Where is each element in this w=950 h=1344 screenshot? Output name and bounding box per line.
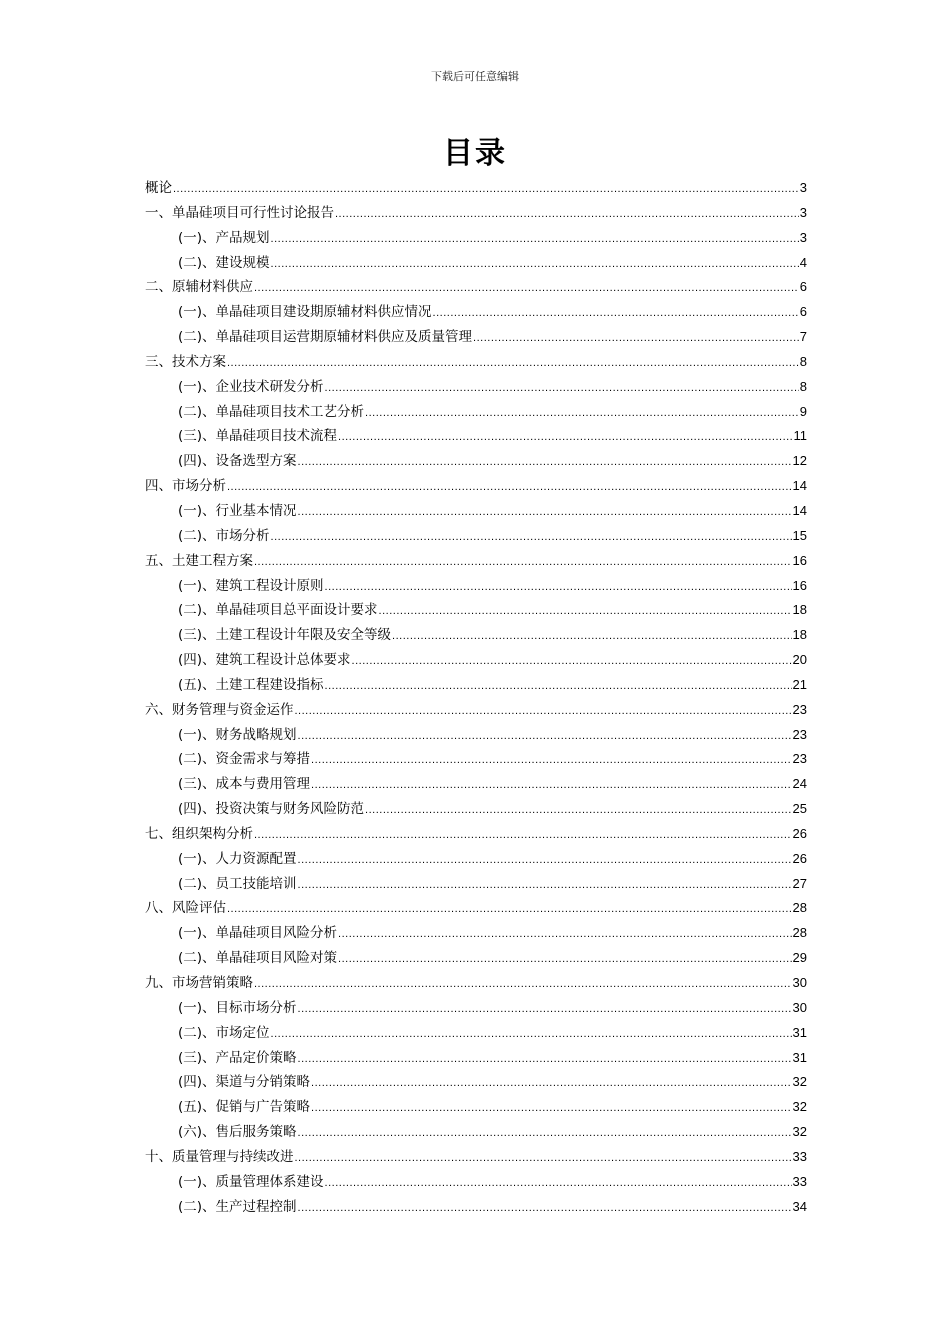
toc-entry-section[interactable] <box>145 1120 807 1145</box>
toc-dot-leader <box>325 1171 792 1196</box>
toc-entry-chapter[interactable] <box>145 896 807 921</box>
toc-entry-page-number: 3 <box>799 180 807 195</box>
toc-entry-page-number: 18 <box>792 627 807 643</box>
toc-entry-page-number: 6 <box>799 304 807 320</box>
toc-entry-label: (五)、土建工程建设指标 <box>178 676 324 693</box>
toc-entry-section[interactable] <box>145 797 807 822</box>
toc-entry-section[interactable] <box>145 251 807 276</box>
toc-dot-leader <box>173 177 799 202</box>
toc-entry-section[interactable] <box>145 524 807 549</box>
toc-entry-chapter[interactable] <box>145 549 807 574</box>
toc-entry-label: (四)、渠道与分销策略 <box>178 1074 311 1091</box>
toc-dot-leader <box>365 798 791 823</box>
toc-entry-section[interactable] <box>145 1095 807 1120</box>
toc-dot-leader <box>298 1196 792 1221</box>
toc-entry-page-number: 7 <box>799 329 807 345</box>
toc-dot-leader <box>271 227 799 252</box>
toc-entry-section[interactable] <box>145 1070 807 1095</box>
toc-entry-label: (一)、质量管理体系建设 <box>178 1173 324 1190</box>
toc-entry-label: (一)、目标市场分析 <box>178 999 297 1016</box>
toc-entry-section[interactable] <box>145 375 807 400</box>
toc-entry-page-number: 18 <box>792 602 807 618</box>
toc-entry-label: (三)、土建工程设计年限及安全等级 <box>178 627 392 644</box>
toc-entry-label: (一)、人力资源配置 <box>178 850 297 867</box>
toc-dot-leader <box>298 450 792 475</box>
toc-dot-leader <box>254 823 792 848</box>
toc-dot-leader <box>338 922 791 947</box>
toc-dot-leader <box>365 401 799 426</box>
toc-entry-label: (二)、建设规模 <box>178 254 270 271</box>
toc-dot-leader <box>271 1022 792 1047</box>
toc-entry-page-number: 32 <box>792 1124 807 1140</box>
toc-dot-leader <box>311 773 791 798</box>
toc-entry-label: (五)、促销与广告策略 <box>178 1099 311 1116</box>
toc-dot-leader <box>433 301 799 326</box>
toc-entry-label: 八、风险评估 <box>145 900 226 917</box>
toc-entry-page-number: 20 <box>792 652 807 668</box>
toc-dot-leader <box>298 873 792 898</box>
header-note: 下载后可任意编辑 <box>431 70 519 83</box>
toc-dot-leader <box>271 252 799 277</box>
toc-dot-leader <box>298 724 792 749</box>
toc-entry-page-number: 3 <box>799 229 807 245</box>
toc-entry-label: (一)、建筑工程设计原则 <box>178 577 324 594</box>
toc-entry-page-number: 25 <box>792 801 807 817</box>
toc-entry-section[interactable] <box>145 946 807 971</box>
toc-entry-page-number: 30 <box>792 975 807 990</box>
toc-dot-leader <box>295 699 792 724</box>
toc-entry-page-number: 14 <box>792 478 807 494</box>
toc-entry-section[interactable] <box>145 1170 807 1195</box>
toc-entry-page-number: 23 <box>792 701 807 717</box>
toc-entry-page-number: 26 <box>792 825 807 841</box>
toc-entry-label: (二)、单晶硅项目技术工艺分析 <box>178 403 365 420</box>
table-of-contents <box>145 176 807 1219</box>
toc-dot-leader <box>254 550 792 575</box>
toc-entry-label: (一)、单晶硅项目风险分析 <box>178 925 338 942</box>
toc-entry-label: 六、财务管理与资金运作 <box>145 701 294 718</box>
toc-entry-chapter[interactable] <box>145 275 807 300</box>
toc-entry-page-number: 9 <box>799 403 807 419</box>
toc-dot-leader <box>271 525 792 550</box>
toc-entry-page-number: 15 <box>792 527 807 543</box>
toc-entry-page-number: 32 <box>792 1099 807 1115</box>
toc-entry-chapter[interactable] <box>145 474 807 499</box>
toc-dot-leader <box>392 624 791 649</box>
toc-entry-section[interactable] <box>145 598 807 623</box>
toc-entry-label: (二)、生产过程控制 <box>178 1198 297 1215</box>
toc-entry-section[interactable] <box>145 1046 807 1071</box>
toc-entry-page-number: 3 <box>799 204 807 220</box>
toc-entry-section[interactable] <box>145 325 807 350</box>
toc-entry-label: (二)、单晶硅项目运营期原辅材料供应及质量管理 <box>178 329 473 346</box>
toc-entry-section[interactable] <box>145 574 807 599</box>
toc-entry-page-number: 23 <box>792 751 807 767</box>
toc-entry-section[interactable] <box>145 921 807 946</box>
toc-entry-section[interactable] <box>145 400 807 425</box>
toc-entry-label: 五、土建工程方案 <box>145 552 253 569</box>
toc-entry-page-number: 33 <box>792 1173 807 1189</box>
toc-dot-leader <box>338 947 791 972</box>
page-title: 目录 <box>443 136 507 171</box>
toc-entry-label: (二)、员工技能培训 <box>178 875 297 892</box>
toc-entry-label: (二)、单晶硅项目总平面设计要求 <box>178 602 378 619</box>
toc-entry-chapter[interactable] <box>145 350 807 375</box>
toc-entry-section[interactable] <box>145 847 807 872</box>
toc-entry-page-number: 27 <box>792 875 807 891</box>
toc-entry-page-number: 32 <box>792 1074 807 1090</box>
toc-entry-label: 十、质量管理与持续改进 <box>145 1148 294 1165</box>
toc-entry-page-number: 14 <box>792 502 807 518</box>
toc-entry-page-number: 24 <box>792 776 807 792</box>
toc-entry-label: (三)、单晶硅项目技术流程 <box>178 428 338 445</box>
toc-dot-leader <box>295 1146 792 1171</box>
toc-entry-page-number: 11 <box>793 428 807 444</box>
toc-entry-page-number: 31 <box>792 1049 807 1065</box>
toc-dot-leader <box>311 1071 791 1096</box>
toc-dot-leader <box>338 425 792 450</box>
toc-entry-section[interactable] <box>145 872 807 897</box>
toc-entry-section[interactable] <box>145 723 807 748</box>
toc-entry-label: (二)、市场定位 <box>178 1024 270 1041</box>
toc-dot-leader <box>298 1047 792 1072</box>
toc-entry-section[interactable] <box>145 300 807 325</box>
toc-entry-chapter[interactable] <box>145 176 807 201</box>
toc-entry-label: (一)、产品规划 <box>178 229 270 246</box>
toc-entry-page-number: 4 <box>799 254 807 270</box>
toc-entry-label: 概论 <box>145 180 172 196</box>
toc-dot-leader <box>298 1121 792 1146</box>
toc-entry-section[interactable] <box>145 673 807 698</box>
toc-entry-label: (二)、市场分析 <box>178 527 270 544</box>
toc-entry-label: (四)、建筑工程设计总体要求 <box>178 652 351 669</box>
toc-entry-label: 二、原辅材料供应 <box>145 279 253 296</box>
toc-dot-leader <box>311 748 791 773</box>
toc-entry-section[interactable] <box>145 996 807 1021</box>
toc-entry-label: (二)、资金需求与筹措 <box>178 751 311 768</box>
toc-dot-leader <box>298 848 792 873</box>
toc-entry-label: 一、单晶硅项目可行性讨论报告 <box>145 204 334 221</box>
toc-entry-label: (四)、投资决策与财务风险防范 <box>178 801 365 818</box>
toc-entry-page-number: 12 <box>792 453 807 469</box>
toc-entry-chapter[interactable] <box>145 822 807 847</box>
toc-entry-label: 三、技术方案 <box>145 353 226 370</box>
toc-entry-page-number: 26 <box>792 850 807 866</box>
toc-entry-label: (四)、设备选型方案 <box>178 453 297 470</box>
toc-dot-leader <box>227 351 799 376</box>
toc-entry-label: (三)、成本与费用管理 <box>178 776 311 793</box>
toc-entry-page-number: 34 <box>792 1198 807 1214</box>
toc-entry-label: 四、市场分析 <box>145 478 226 495</box>
toc-entry-label: (一)、企业技术研发分析 <box>178 378 324 395</box>
toc-entry-label: 七、组织架构分析 <box>145 825 253 842</box>
toc-entry-page-number: 8 <box>799 353 807 369</box>
toc-entry-section[interactable] <box>145 499 807 524</box>
toc-entry-label: (一)、行业基本情况 <box>178 502 297 519</box>
toc-entry-page-number: 21 <box>792 676 807 692</box>
toc-dot-leader <box>473 326 799 351</box>
toc-entry-section[interactable] <box>145 1021 807 1046</box>
toc-entry-page-number: 31 <box>792 1024 807 1040</box>
toc-entry-chapter[interactable] <box>145 698 807 723</box>
toc-entry-page-number: 23 <box>792 726 807 742</box>
toc-entry-page-number: 16 <box>792 577 807 593</box>
toc-dot-leader <box>379 599 792 624</box>
toc-entry-page-number: 28 <box>792 900 807 916</box>
toc-dot-leader <box>254 276 799 301</box>
toc-dot-leader <box>335 202 799 227</box>
toc-entry-label: (三)、产品定价策略 <box>178 1049 297 1066</box>
toc-entry-chapter[interactable] <box>145 201 807 226</box>
toc-entry-label: (六)、售后服务策略 <box>178 1124 297 1141</box>
toc-entry-page-number: 16 <box>792 552 807 568</box>
toc-entry-label: (一)、单晶硅项目建设期原辅材料供应情况 <box>178 304 432 321</box>
toc-entry-label: 九、市场营销策略 <box>145 975 253 991</box>
toc-entry-section[interactable] <box>145 623 807 648</box>
toc-dot-leader <box>227 475 792 500</box>
toc-dot-leader <box>311 1096 791 1121</box>
toc-dot-leader <box>227 897 792 922</box>
toc-dot-leader <box>254 972 792 997</box>
toc-entry-label: (二)、单晶硅项目风险对策 <box>178 950 338 967</box>
toc-entry-page-number: 30 <box>792 999 807 1015</box>
toc-entry-section[interactable] <box>145 449 807 474</box>
toc-dot-leader <box>298 997 792 1022</box>
toc-entry-section[interactable] <box>145 772 807 797</box>
toc-dot-leader <box>298 500 792 525</box>
toc-entry-section[interactable] <box>145 226 807 251</box>
toc-entry-section[interactable] <box>145 648 807 673</box>
toc-entry-page-number: 29 <box>792 950 807 966</box>
toc-dot-leader <box>325 674 792 699</box>
toc-dot-leader <box>352 649 792 674</box>
toc-entry-section[interactable] <box>145 747 807 772</box>
toc-entry-page-number: 28 <box>792 925 807 941</box>
toc-dot-leader <box>325 376 799 401</box>
toc-entry-section[interactable] <box>145 424 807 449</box>
toc-entry-label: (一)、财务战略规划 <box>178 726 297 743</box>
toc-entry-page-number: 8 <box>799 378 807 394</box>
toc-entry-chapter[interactable] <box>145 971 807 996</box>
toc-dot-leader <box>325 575 792 600</box>
toc-entry-section[interactable] <box>145 1195 807 1220</box>
toc-entry-page-number: 6 <box>799 279 807 295</box>
toc-entry-chapter[interactable] <box>145 1145 807 1170</box>
toc-entry-page-number: 33 <box>792 1148 807 1164</box>
